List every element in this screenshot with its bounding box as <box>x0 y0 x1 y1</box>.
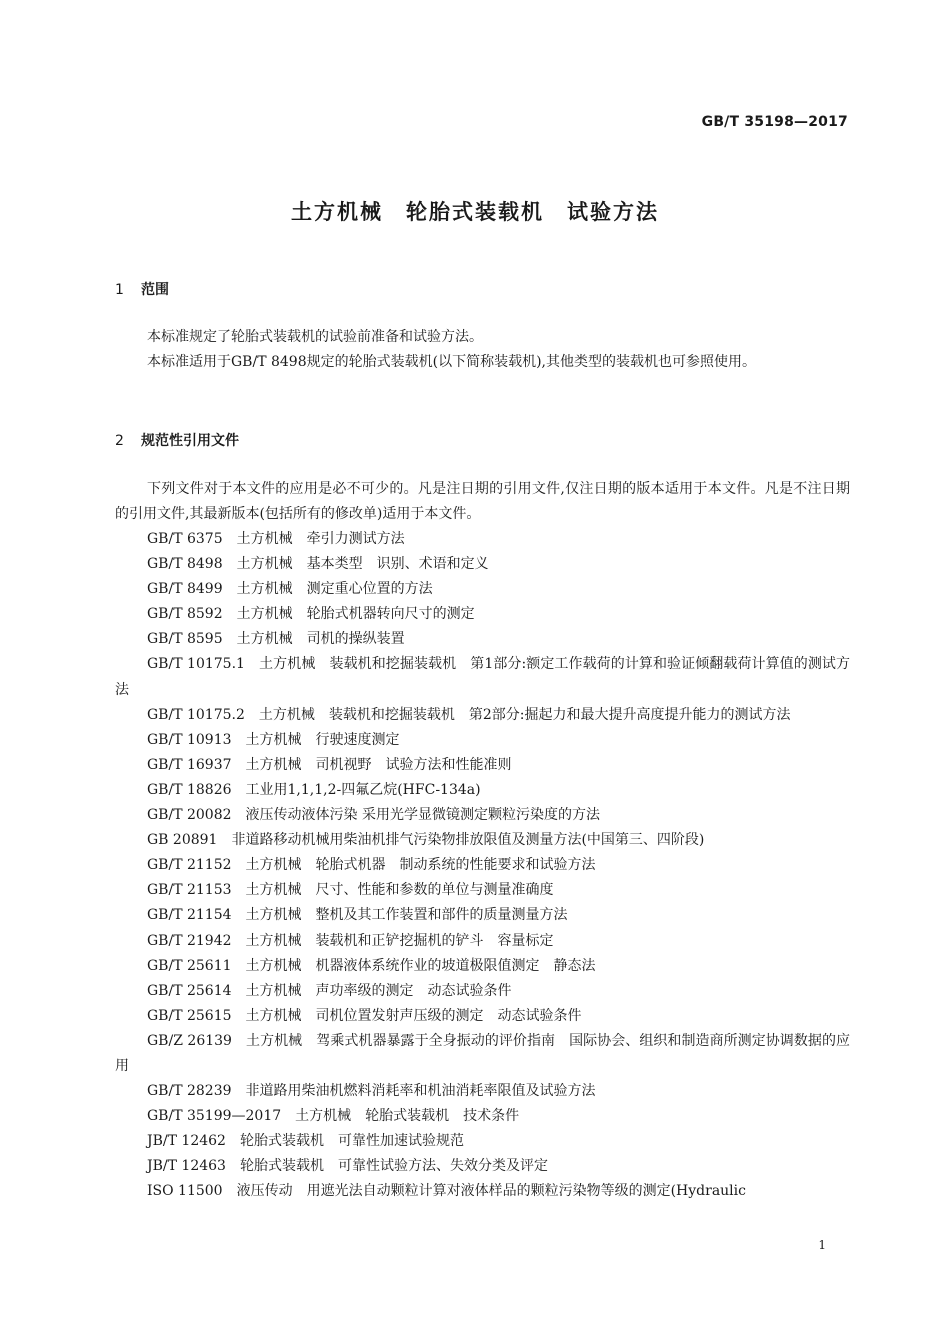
section-1-paragraph-1: 本标准规定了轮胎式装载机的试验前准备和试验方法。 <box>147 329 483 345</box>
reference-list <box>115 527 850 1205</box>
reference-item: GB/T 21154 土方机械 整机及其工作装置和部件的质量测量方法 <box>147 907 568 924</box>
section-1-paragraph-2: 本标准适用于GB/T 8498规定的轮胎式装载机(以下简称装载机),其他类型的装载机也可参照使用。 <box>147 354 756 370</box>
reference-item: GB/T 21152 土方机械 轮胎式机器 制动系统的性能要求和试验方法 <box>147 857 596 874</box>
section-1-title: 范围 <box>141 282 169 298</box>
reference-item: GB/T 25614 土方机械 声功率级的测定 动态试验条件 <box>147 982 512 999</box>
section-2-title: 规范性引用文件 <box>141 433 239 449</box>
section-2-heading <box>115 430 239 450</box>
reference-item: GB/T 10175.2 土方机械 装载机和挖掘装载机 第2部分:掘起力和最大提升高度提升能力的测试方法 <box>147 706 791 723</box>
page-number: 1 <box>818 1238 826 1252</box>
reference-item: GB/T 6375 土方机械 牵引力测试方法 <box>147 531 405 547</box>
section-1-number: 1 <box>115 282 124 298</box>
reference-item: JB/T 12463 轮胎式装载机 可靠性试验方法、失效分类及评定 <box>147 1158 548 1175</box>
reference-item: GB/T 25611 土方机械 机器液体系统作业的坡道极限值测定 静态法 <box>147 957 596 974</box>
reference-item: GB/T 10913 土方机械 行驶速度测定 <box>147 731 400 748</box>
reference-item: GB/T 35199—2017 土方机械 轮胎式装载机 技术条件 <box>147 1108 520 1125</box>
reference-item: GB/T 10175.1 土方机械 装载机和挖掘装载机 第1部分:额定工作载荷的计算和验证倾翻载荷计算值的测试方法 <box>115 656 850 698</box>
reference-item: ISO 11500 液压传动 用遮光法自动颗粒计算对液体样品的颗粒污染物等级的测定(Hydraulic <box>147 1183 746 1200</box>
reference-item: GB/T 8592 土方机械 轮胎式机器转向尺寸的测定 <box>147 606 475 623</box>
reference-item: GB 20891 非道路移动机械用柴油机排气污染物排放限值及测量方法(中国第三、四阶段) <box>147 832 705 849</box>
reference-item: GB/T 28239 非道路用柴油机燃料消耗率和机油消耗率限值及试验方法 <box>147 1083 596 1100</box>
reference-item: GB/T 21153 土方机械 尺寸、性能和参数的单位与测量准确度 <box>147 882 554 899</box>
section-2-intro: 下列文件对于本文件的应用是必不可少的。凡是注日期的引用文件,仅注日期的版本适用于本文件。凡是不注日期的引用文件,其最新版本(包括所有的修改单)适用于本文件。 <box>115 481 850 522</box>
reference-item: GB/T 8499 土方机械 测定重心位置的方法 <box>147 581 433 598</box>
document-title: 土方机械 轮胎式装载机 试验方法 <box>291 200 659 224</box>
reference-item: GB/T 20082 液压传动液体污染 采用光学显微镜测定颗粒污染度的方法 <box>147 807 600 824</box>
standard-number: GB/T 35198—2017 <box>701 114 848 130</box>
reference-item: GB/Z 26139 土方机械 驾乘式机器暴露于全身振动的评价指南 国际协会、组织和制造商所测定协调数据的应用 <box>115 1032 850 1074</box>
section-2-number: 2 <box>115 433 124 449</box>
reference-item: GB/T 21942 土方机械 装载机和正铲挖掘机的铲斗 容量标定 <box>147 932 554 949</box>
reference-item: GB/T 8595 土方机械 司机的操纵装置 <box>147 631 405 648</box>
reference-item: GB/T 18826 工业用1,1,1,2-四氟乙烷(HFC-134a) <box>147 781 481 798</box>
reference-item: GB/T 8498 土方机械 基本类型 识别、术语和定义 <box>147 556 489 573</box>
reference-item: GB/T 16937 土方机械 司机视野 试验方法和性能准则 <box>147 756 512 773</box>
reference-item: JB/T 12462 轮胎式装载机 可靠性加速试验规范 <box>147 1133 464 1150</box>
reference-item: GB/T 25615 土方机械 司机位置发射声压级的测定 动态试验条件 <box>147 1007 582 1024</box>
section-1-heading <box>115 279 169 299</box>
